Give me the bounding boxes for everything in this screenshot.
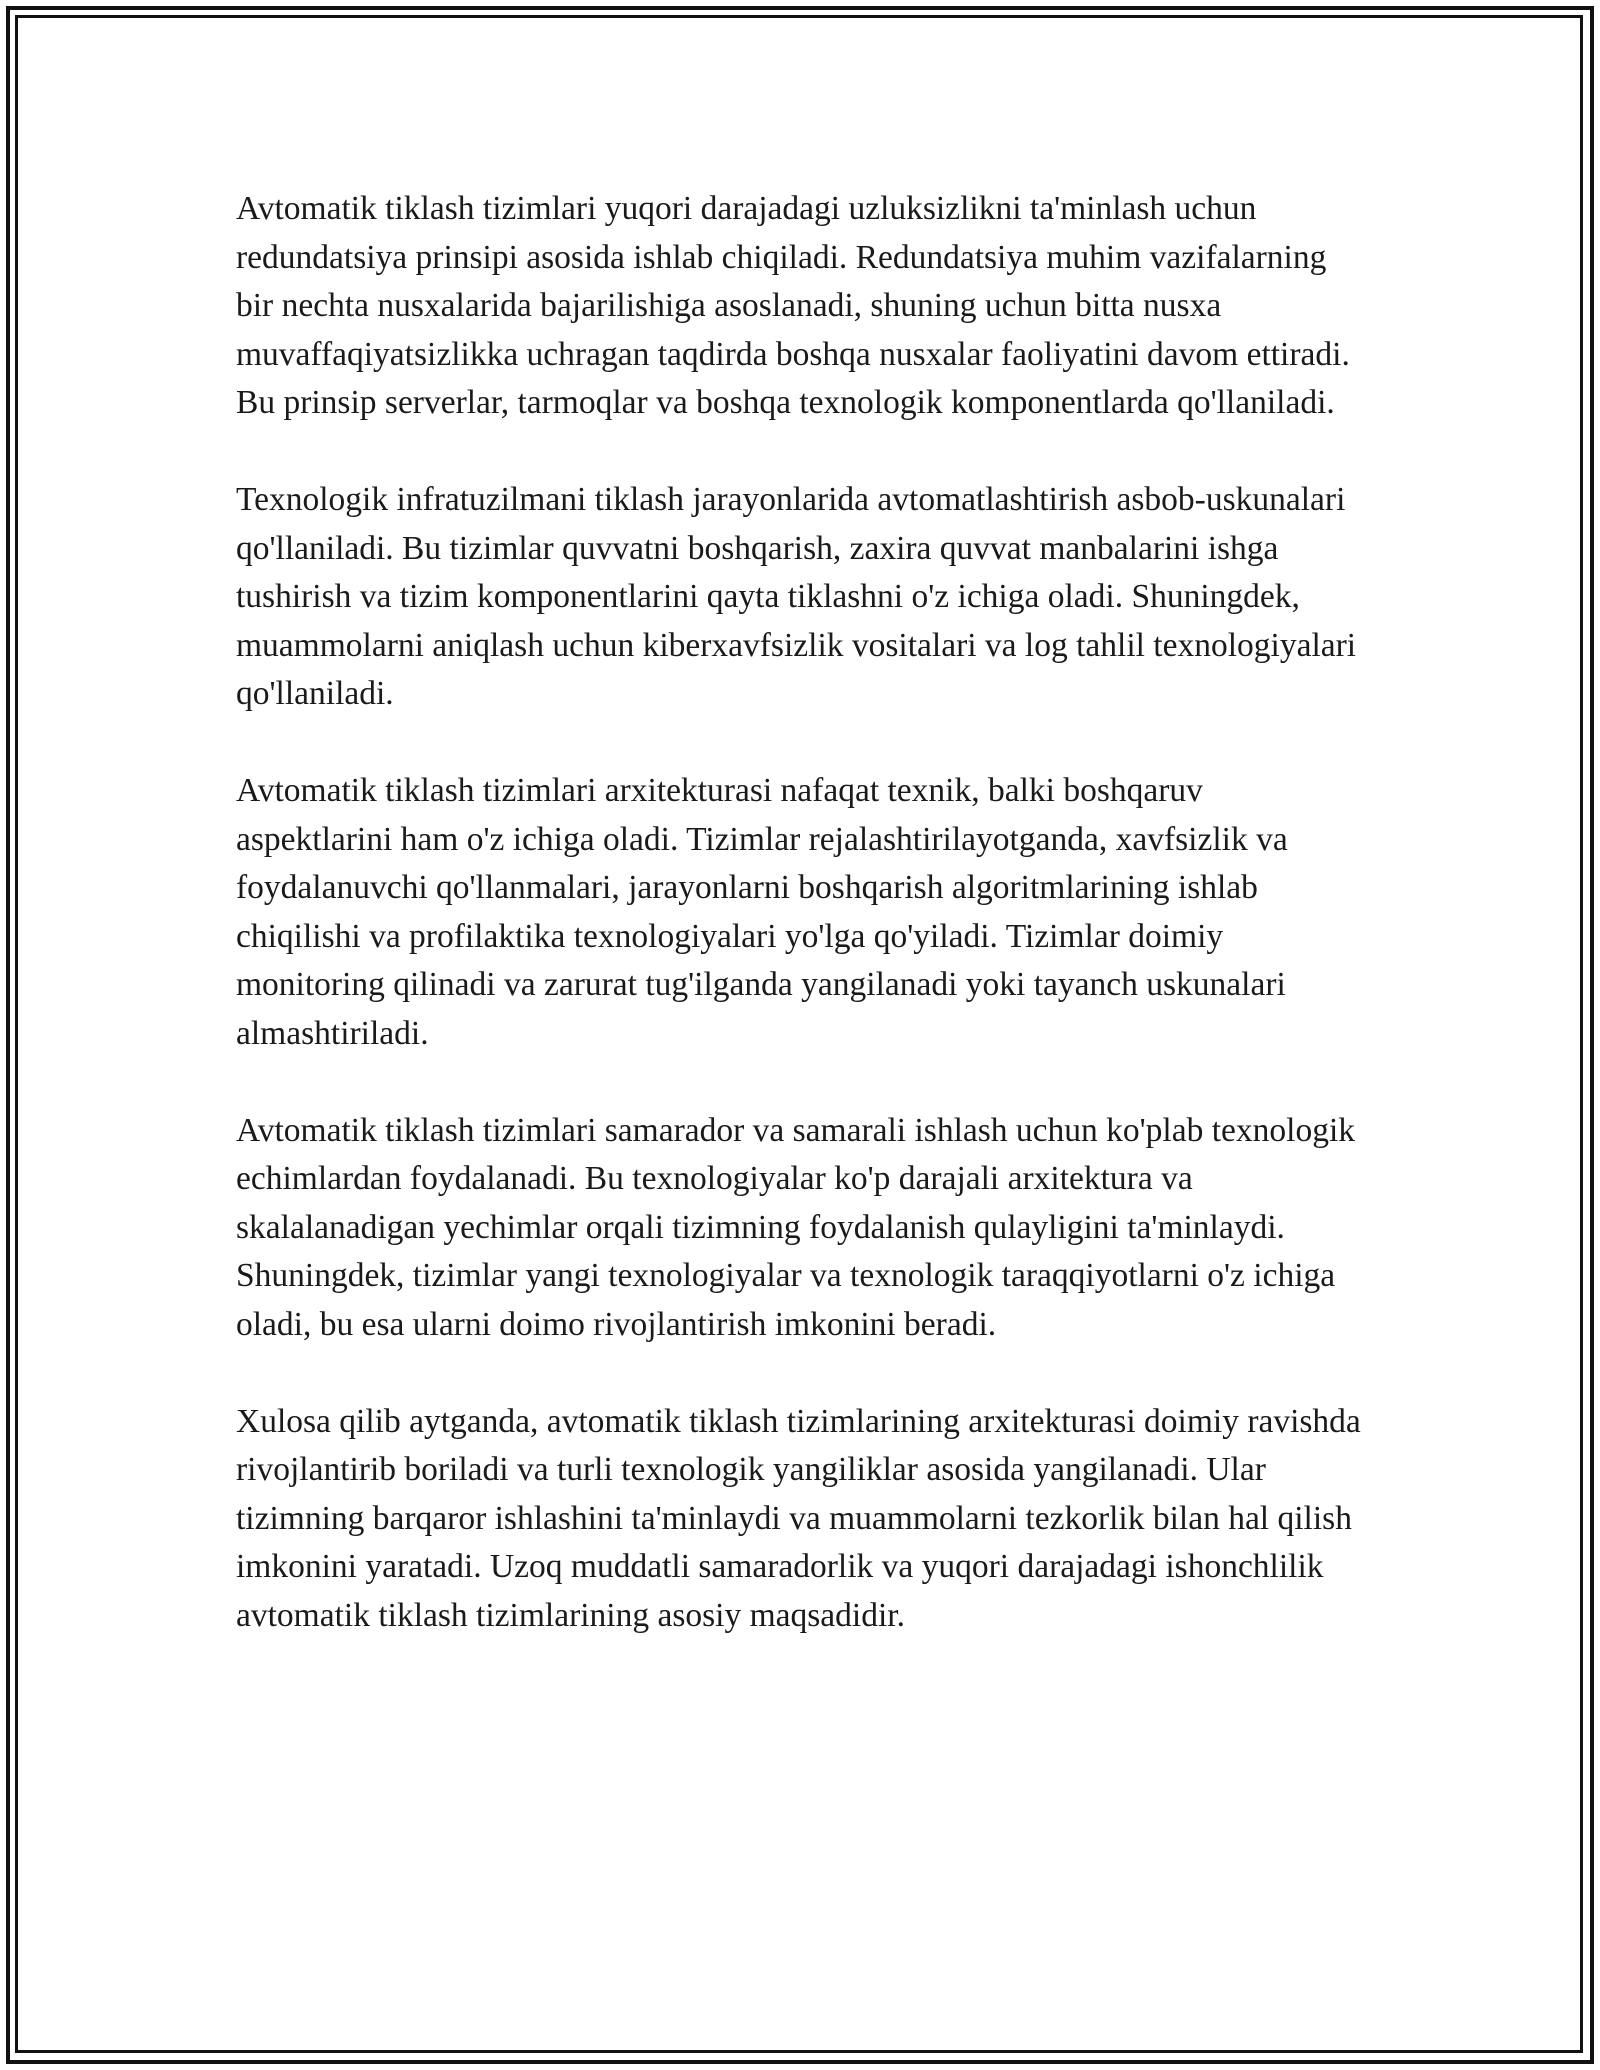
document-body <box>236 185 1366 1689</box>
paragraph-redundancy: Avtomatik tiklash tizimlari yuqori darajadagi uzluksizlikni ta'minlash uchun redundatsiya prinsipi asosida ishlab chiqiladi. Redundatsiya muhim vazifalarning bir nechta nusxalarida bajarilishiga asoslanadi, shuning uchun bitta nusxa muvaffaqiyatsizlikka uchragan taqdirda boshqa nusxalar faoliyatini davom ettiradi. Bu prinsip serverlar, tarmoqlar va boshqa texnologik komponentlarda qo'llaniladi. <box>236 190 1350 421</box>
paragraph-infrastructure-recovery: Texnologik infratuzilmani tiklash jarayonlarida avtomatlashtirish asbob-uskunalari qo'llaniladi. Bu tizimlar quvvatni boshqarish, zaxira quvvat manbalarini ishga tushirish va tizim komponentlarini qayta tiklashni o'z ichiga oladi. Shuningdek, muammolarni aniqlash uchun kiberxavfsizlik vositalari va log tahlil texnologiyalari qo'llaniladi. <box>236 481 1357 712</box>
paragraph-architecture-management: Avtomatik tiklash tizimlari arxitekturasi nafaqat texnik, balki boshqaruv aspektlarini ham o'z ichiga oladi. Tizimlar rejalashtirilayotganda, xavfsizlik va foydalanuvchi qo'llanmalari, jarayonlarni boshqarish algoritmlarining ishlab chiqilishi va profilaktika texnologiyalari yo'lga qo'yiladi. Tizimlar doimiy monitoring qilinadi va zarurat tug'ilganda yangilanadi yoki tayanch uskunalari almashtiriladi. <box>236 772 1288 1052</box>
paragraph-technological-solutions: Avtomatik tiklash tizimlari samarador va samarali ishlash uchun ko'plab texnologik echimlardan foydalanadi. Bu texnologiyalar ko'p darajali arxitektura va skalalanadigan yechimlar orqali tizimning foydalanish qulayligini ta'minlaydi. Shuningdek, tizimlar yangi texnologiyalar va texnologik taraqqiyotlarni o'z ichiga oladi, bu esa ularni doimo rivojlantirish imkonini beradi. <box>236 1111 1356 1343</box>
paragraph-conclusion: Xulosa qilib aytganda, avtomatik tiklash tizimlarining arxitekturasi doimiy ravishda rivojlantirib boriladi va turli texnologik yangiliklar asosida yangilanadi. Ular tizimning barqaror ishlashini ta'minlaydi va muammolarni tezkorlik bilan hal qilish imkonini yaratadi. Uzoq muddatli samaradorlik va yuqori darajadagi ishonchlilik avtomatik tiklash tizimlarining asosiy maqsadidir. <box>236 1402 1361 1634</box>
